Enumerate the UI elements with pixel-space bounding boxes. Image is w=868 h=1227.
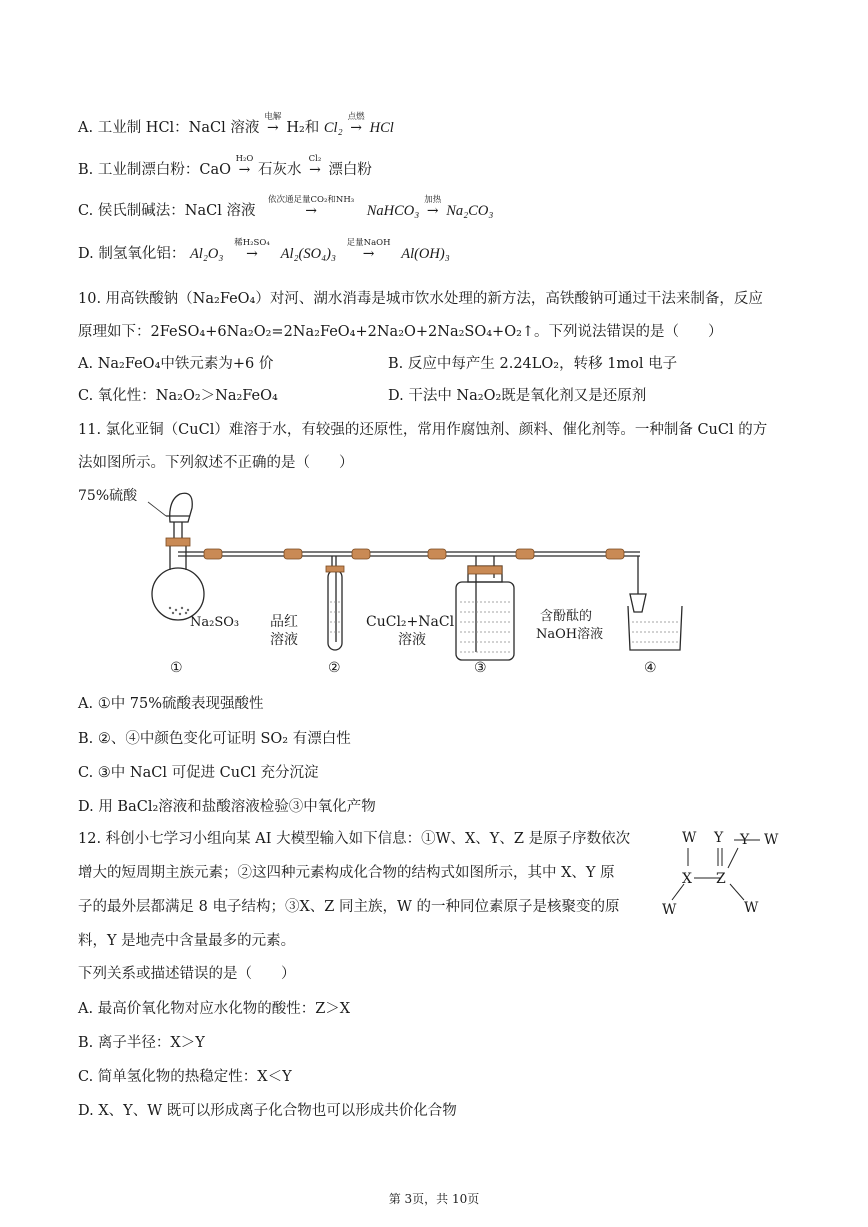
q12-option-b: B. 离子半径：X＞Y	[78, 1035, 205, 1051]
q12-option-a: A. 最高价氧化物对应水化物的酸性：Z＞X	[78, 1001, 351, 1017]
q9-a-arrow1: 电解 →	[264, 118, 282, 138]
q9-d-cond2: 足量NaOH	[346, 238, 391, 248]
q9-d-start: Al₂O₃	[189, 246, 224, 262]
fig-naoh-label2: NaOH溶液	[536, 627, 604, 642]
q9-b-arrow1: H₂O →	[236, 160, 254, 180]
q9-b-arrow2: Cl₂ →	[306, 160, 324, 180]
fig-naoh-label1: 含酚酞的	[540, 609, 593, 624]
q9-b-label: B. 工业制漂白粉：CaO	[78, 162, 231, 178]
q9-option-d	[78, 238, 450, 264]
fig-na2so3-label: Na₂SO₃	[190, 615, 240, 630]
fig-num-2: ②	[328, 660, 341, 676]
q9-c-mid: NaHCO₃	[366, 203, 420, 219]
q10-stem-line2: 原理如下：2FeSO₄+6Na₂O₂=2Na₂FeO₄+2Na₂O+2Na₂SO₄+O₂↑。下列说法错误的是（ ）	[78, 324, 723, 340]
q12-stem-line3: 子的最外层都满足 8 电子结构；③X、Z 同主族，W 的一种同位素原子是核聚变的原	[78, 899, 620, 915]
q11-option-a: A. ①中 75%硫酸表现强酸性	[78, 696, 264, 712]
fig-num-1: ①	[170, 660, 183, 676]
q11-stem-line1: 11. 氯化亚铜（CuCl）难溶于水，有较强的还原性，常用作腐蚀剂、颜料、催化剂等。一种制备 CuCl 的方	[78, 422, 768, 438]
fig-cucl-label1: CuCl₂+NaCl	[366, 614, 455, 630]
apparatus-figure	[70, 482, 710, 682]
q9-a-prod: HCl	[369, 120, 394, 136]
q9-a-label: A. 工业制 HCl：NaCl 溶液	[78, 120, 260, 136]
q9-a-mid: H₂和	[286, 120, 320, 136]
q11-option-b: B. ②、④中颜色变化可证明 SO₂ 有漂白性	[78, 731, 351, 747]
q9-d-arrow1: 稀H₂SO₄ →	[228, 244, 276, 264]
q9-b-cond1: H₂O	[235, 154, 254, 164]
struct-w-top: W	[682, 830, 697, 846]
q9-c-label: C. 侯氏制碱法：NaCl 溶液	[78, 203, 256, 219]
q10-stem-line1: 10. 用高铁酸钠（Na₂FeO₄）对河、湖水消毒是城市饮水处理的新方法，高铁酸钠可通过干法来制备，反应	[78, 291, 763, 307]
q10-option-c: C. 氧化性：Na₂O₂＞Na₂FeO₄	[78, 388, 278, 404]
q9-d-label: D. 制氢氧化铝：	[78, 246, 186, 262]
struct-y-right: Y	[740, 832, 750, 848]
q12-stem-line2: 增大的短周期主族元素；②这四种元素构成化合物的结构式如图所示，其中 X、Y 原	[78, 865, 615, 881]
q9-a-cl2: Cl₂	[323, 120, 343, 136]
q12-stem-line1: 12. 科创小七学习小组向某 AI 大模型输入如下信息：①W、X、Y、Z 是原子序数依次	[78, 831, 631, 847]
q9-d-cond1: 稀H₂SO₄	[234, 238, 270, 248]
structural-formula	[650, 824, 800, 920]
q9-option-b	[78, 154, 372, 180]
struct-y-top: Y	[714, 830, 724, 846]
fig-pinhong-label1: 品红	[270, 614, 298, 630]
q9-c-arrow1: 依次通足量CO₂和NH₃ →	[260, 201, 362, 221]
fig-cucl-label2: 溶液	[398, 632, 426, 648]
fig-num-3: ③	[474, 660, 487, 676]
q9-d-arrow2: 足量NaOH →	[341, 244, 397, 264]
page-footer: 第 3页，共 10页	[388, 1192, 480, 1206]
q12-ask: 下列关系或描述错误的是（ ）	[78, 966, 296, 982]
q9-option-c	[78, 195, 494, 221]
q9-a-arrow2: 点燃 →	[347, 118, 365, 138]
q11-option-d: D. 用 BaCl₂溶液和盐酸溶液检验③中氧化产物	[78, 799, 376, 815]
q12-option-d: D. X、Y、W 既可以形成离子化合物也可以形成共价化合物	[78, 1103, 457, 1119]
fig-pinhong-label2: 溶液	[270, 632, 298, 648]
q12-option-c: C. 简单氢化物的热稳定性：X＜Y	[78, 1069, 292, 1085]
q9-option-a	[78, 112, 394, 138]
q10-option-d: D. 干法中 Na₂O₂既是氧化剂又是还原剂	[388, 388, 647, 404]
fig-acid-label: 75%硫酸	[78, 488, 138, 504]
q9-c-cond2: 加热	[424, 195, 442, 205]
struct-w-right: W	[764, 832, 779, 848]
q9-a-cond2: 点燃	[347, 112, 365, 122]
q10-option-a: A. Na₂FeO₄中铁元素为+6 价	[78, 356, 274, 372]
struct-x: X	[682, 871, 692, 887]
q9-b-mid: 石灰水	[257, 162, 302, 178]
struct-z: Z	[716, 871, 726, 887]
q9-c-arrow2: 加热 →	[424, 201, 442, 221]
q9-d-mid: Al₂(SO₄)₃	[280, 246, 336, 262]
q9-a-cond1: 电解	[264, 112, 282, 122]
q12-stem-line4: 料，Y 是地壳中含量最多的元素。	[78, 933, 296, 949]
q10-option-b: B. 反应中每产生 2.24LO₂，转移 1mol 电子	[388, 356, 678, 372]
q11-stem-line2: 法如图所示。下列叙述不正确的是（ ）	[78, 455, 354, 471]
q9-c-prod: Na₂CO₃	[446, 203, 494, 219]
fig-num-4: ④	[644, 660, 657, 676]
q11-option-c: C. ③中 NaCl 可促进 CuCl 充分沉淀	[78, 765, 319, 781]
q9-b-prod: 漂白粉	[328, 162, 372, 178]
struct-w-bottom: W	[744, 900, 759, 916]
q9-c-cond1: 依次通足量CO₂和NH₃	[268, 195, 355, 205]
struct-w-left: W	[662, 902, 677, 918]
q9-d-prod: Al(OH)₃	[401, 246, 450, 262]
q9-b-cond2: Cl₂	[308, 154, 322, 164]
